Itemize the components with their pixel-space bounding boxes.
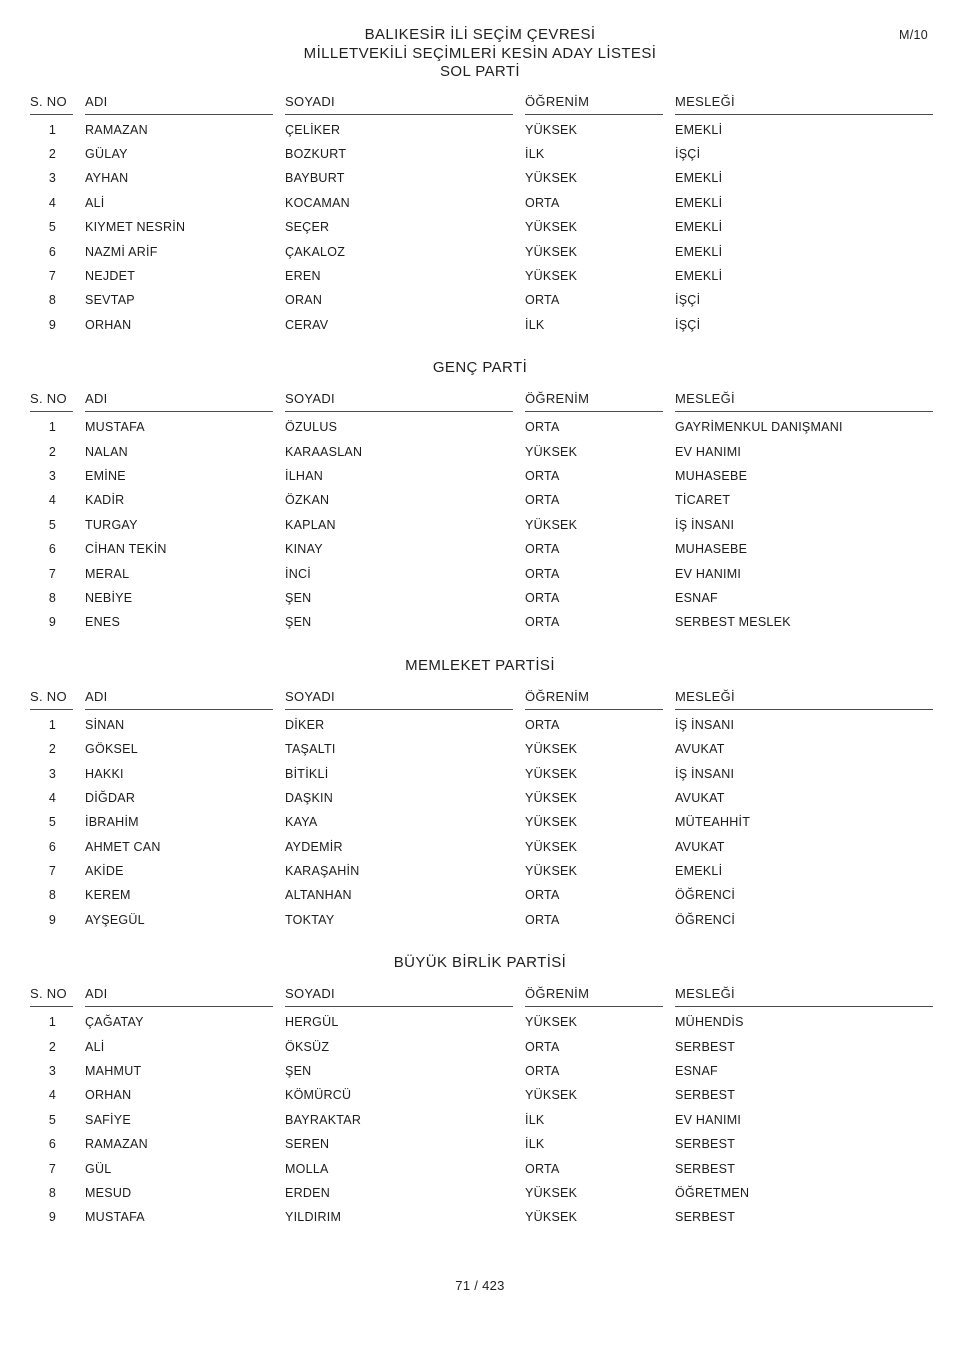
cell-meslegi: EMEKLİ [675, 171, 723, 186]
cell-ogrenim: İLK [525, 1137, 545, 1152]
cell-adi: NAZMİ ARİF [85, 244, 158, 259]
cell-soyadi: BİTİKLİ [285, 766, 329, 781]
cell-sno: 5 [48, 517, 57, 532]
col-header-meslegi: MESLEĞİ [675, 391, 933, 412]
cell-adi: GÜLAY [85, 147, 128, 162]
table-row [30, 166, 935, 190]
cell-adi: DİĞDAR [85, 790, 136, 805]
cell-meslegi: MÜHENDİS [675, 1015, 744, 1030]
cell-meslegi: İŞ İNSANI [675, 766, 735, 781]
cell-sno: 1 [48, 122, 57, 137]
cell-meslegi: SERBEST [675, 1161, 736, 1176]
cell-ogrenim: ORTA [525, 420, 560, 435]
cell-sno: 5 [48, 220, 57, 235]
party-sections [0, 94, 960, 1230]
cell-sno: 7 [48, 864, 57, 879]
col-header-adi: ADI [85, 391, 273, 412]
cell-sno: 2 [48, 1039, 57, 1054]
title-line-list: MİLLETVEKİLİ SEÇİMLERİ KESİN ADAY LİSTESİ [303, 44, 657, 62]
table-row [30, 537, 935, 561]
party-heading: MEMLEKET PARTİSİ [405, 656, 555, 674]
cell-adi: MESUD [85, 1185, 132, 1200]
cell-adi: MAHMUT [85, 1064, 142, 1079]
cell-sno: 4 [48, 195, 57, 210]
table-row [30, 488, 935, 512]
table-row [30, 761, 935, 785]
cell-soyadi: ÖKSÜZ [285, 1039, 330, 1054]
table-header-row [30, 391, 935, 412]
table-row [30, 1034, 935, 1058]
cell-sno: 5 [48, 1112, 57, 1127]
cell-soyadi: TOKTAY [285, 912, 335, 927]
table-row [30, 288, 935, 312]
cell-adi: SAFİYE [85, 1112, 131, 1127]
table-row [30, 1181, 935, 1205]
cell-meslegi: İŞÇİ [675, 147, 701, 162]
cell-adi: GÜL [85, 1161, 112, 1176]
cell-ogrenim: YÜKSEK [525, 864, 578, 879]
cell-soyadi: SEÇER [285, 220, 330, 235]
col-header-soyadi: SOYADI [285, 94, 513, 115]
cell-sno: 7 [48, 566, 57, 581]
cell-sno: 3 [48, 766, 57, 781]
cell-adi: KEREM [85, 888, 131, 903]
candidate-table [30, 94, 935, 338]
cell-sno: 7 [48, 269, 57, 284]
cell-meslegi: MÜTEAHHİT [675, 815, 751, 830]
cell-ogrenim: YÜKSEK [525, 1185, 578, 1200]
cell-meslegi: EMEKLİ [675, 220, 723, 235]
cell-sno: 8 [48, 888, 57, 903]
cell-meslegi: ESNAF [675, 1064, 718, 1079]
table-header-row [30, 689, 935, 710]
col-header-ogrenim: ÖĞRENİM [525, 689, 663, 710]
cell-ogrenim: ORTA [525, 493, 560, 508]
cell-meslegi: AVUKAT [675, 790, 725, 805]
cell-soyadi: KÖMÜRCÜ [285, 1088, 352, 1103]
table-row [30, 1108, 935, 1132]
party-heading: BÜYÜK BİRLİK PARTİSİ [393, 954, 567, 972]
cell-sno: 1 [48, 717, 57, 732]
party-section [0, 359, 960, 635]
title-line-province: BALIKESİR İLİ SEÇİM ÇEVRESİ [364, 26, 596, 43]
table-row [30, 115, 935, 142]
cell-soyadi: BOZKURT [285, 147, 347, 162]
cell-soyadi: BAYBURT [285, 171, 345, 186]
table-row [30, 883, 935, 907]
table-row [30, 710, 935, 737]
cell-adi: GÖKSEL [85, 742, 138, 757]
col-header-sno: S. NO [30, 986, 73, 1007]
cell-meslegi: SERBEST MESLEK [675, 615, 791, 630]
cell-sno: 6 [48, 1137, 57, 1152]
cell-sno: 4 [48, 1088, 57, 1103]
col-header-sno: S. NO [30, 689, 73, 710]
table-row [30, 737, 935, 761]
cell-ogrenim: YÜKSEK [525, 269, 578, 284]
cell-adi: SEVTAP [85, 293, 135, 308]
title-first-party-name: SOL PARTİ [439, 63, 520, 80]
cell-meslegi: ESNAF [675, 590, 718, 605]
cell-sno: 8 [48, 590, 57, 605]
cell-sno: 2 [48, 444, 57, 459]
col-header-meslegi: MESLEĞİ [675, 986, 933, 1007]
table-row [30, 786, 935, 810]
cell-soyadi: KAPLAN [285, 517, 336, 532]
cell-sno: 9 [48, 317, 57, 332]
cell-ogrenim: ORTA [525, 195, 560, 210]
table-row [30, 1059, 935, 1083]
cell-soyadi: SEREN [285, 1137, 330, 1152]
candidate-table [30, 391, 935, 635]
cell-adi: RAMAZAN [85, 122, 148, 137]
cell-sno: 1 [48, 1015, 57, 1030]
cell-meslegi: MUHASEBE [675, 468, 748, 483]
cell-meslegi: EMEKLİ [675, 122, 723, 137]
cell-meslegi: SERBEST [675, 1210, 736, 1225]
col-header-soyadi: SOYADI [285, 391, 513, 412]
page-number: 71 / 423 [455, 1278, 505, 1293]
cell-sno: 2 [48, 147, 57, 162]
table-row [30, 215, 935, 239]
cell-sno: 8 [48, 1185, 57, 1200]
cell-meslegi: SERBEST [675, 1039, 736, 1054]
table-row [30, 264, 935, 288]
table-row [30, 810, 935, 834]
cell-soyadi: ŞEN [285, 1064, 312, 1079]
cell-meslegi: EV HANIMI [675, 1112, 742, 1127]
candidate-table [30, 986, 935, 1230]
table-row [30, 412, 935, 439]
cell-soyadi: MOLLA [285, 1161, 329, 1176]
cell-adi: İBRAHİM [85, 815, 139, 830]
table-header-row [30, 94, 935, 115]
cell-ogrenim: ORTA [525, 1161, 560, 1176]
cell-soyadi: ŞEN [285, 615, 312, 630]
cell-soyadi: KAYA [285, 815, 318, 830]
cell-adi: ALİ [85, 1039, 105, 1054]
table-row [30, 561, 935, 585]
table-row [30, 610, 935, 634]
cell-sno: 4 [48, 493, 57, 508]
table-row [30, 834, 935, 858]
cell-ogrenim: ORTA [525, 1064, 560, 1079]
cell-adi: SİNAN [85, 717, 125, 732]
col-header-meslegi: MESLEĞİ [675, 689, 933, 710]
cell-meslegi: ÖĞRENCİ [675, 912, 736, 927]
cell-adi: NALAN [85, 444, 128, 459]
cell-meslegi: AVUKAT [675, 839, 725, 854]
cell-adi: MUSTAFA [85, 1210, 145, 1225]
cell-soyadi: DİKER [285, 717, 325, 732]
table-row [30, 1205, 935, 1229]
table-row [30, 439, 935, 463]
cell-adi: ORHAN [85, 317, 132, 332]
cell-ogrenim: YÜKSEK [525, 517, 578, 532]
cell-sno: 1 [48, 420, 57, 435]
cell-soyadi: ÇELİKER [285, 122, 341, 137]
table-row [30, 191, 935, 215]
cell-ogrenim: ORTA [525, 293, 560, 308]
table-row [30, 1007, 935, 1034]
cell-ogrenim: ORTA [525, 717, 560, 732]
cell-ogrenim: YÜKSEK [525, 815, 578, 830]
cell-ogrenim: YÜKSEK [525, 1088, 578, 1103]
cell-sno: 4 [48, 790, 57, 805]
table-row [30, 908, 935, 932]
table-row [30, 313, 935, 337]
col-header-ogrenim: ÖĞRENİM [525, 986, 663, 1007]
cell-soyadi: İNCİ [285, 566, 311, 581]
cell-sno: 3 [48, 171, 57, 186]
table-row [30, 464, 935, 488]
cell-soyadi: KARAŞAHİN [285, 864, 360, 879]
cell-adi: AHMET CAN [85, 839, 161, 854]
col-header-sno: S. NO [30, 94, 73, 115]
table-row [30, 513, 935, 537]
cell-sno: 5 [48, 815, 57, 830]
col-header-adi: ADI [85, 94, 273, 115]
cell-adi: ALİ [85, 195, 105, 210]
cell-ogrenim: YÜKSEK [525, 766, 578, 781]
cell-meslegi: GAYRİMENKUL DANIŞMANI [675, 420, 843, 435]
cell-meslegi: ÖĞRETMEN [675, 1185, 750, 1200]
cell-ogrenim: YÜKSEK [525, 444, 578, 459]
cell-ogrenim: ORTA [525, 912, 560, 927]
cell-meslegi: SERBEST [675, 1137, 736, 1152]
cell-adi: KIYMET NESRİN [85, 220, 186, 235]
cell-adi: HAKKI [85, 766, 124, 781]
cell-ogrenim: YÜKSEK [525, 1015, 578, 1030]
cell-sno: 9 [48, 1210, 57, 1225]
cell-soyadi: İLHAN [285, 468, 324, 483]
col-header-soyadi: SOYADI [285, 986, 513, 1007]
cell-adi: EMİNE [85, 468, 126, 483]
cell-ogrenim: YÜKSEK [525, 790, 578, 805]
party-section [0, 657, 960, 933]
cell-adi: ORHAN [85, 1088, 132, 1103]
cell-sno: 6 [48, 244, 57, 259]
cell-ogrenim: ORTA [525, 468, 560, 483]
cell-meslegi: EV HANIMI [675, 444, 742, 459]
cell-adi: AYŞEGÜL [85, 912, 145, 927]
cell-ogrenim: ORTA [525, 615, 560, 630]
cell-soyadi: ÖZULUS [285, 420, 338, 435]
cell-ogrenim: YÜKSEK [525, 220, 578, 235]
cell-ogrenim: İLK [525, 1112, 545, 1127]
cell-sno: 8 [48, 293, 57, 308]
table-row [30, 859, 935, 883]
cell-meslegi: ÖĞRENCİ [675, 888, 736, 903]
party-heading: GENÇ PARTİ [432, 359, 528, 377]
cell-ogrenim: ORTA [525, 566, 560, 581]
cell-soyadi: DAŞKIN [285, 790, 334, 805]
cell-ogrenim: İLK [525, 147, 545, 162]
cell-adi: ENES [85, 615, 121, 630]
cell-soyadi: KOCAMAN [285, 195, 350, 210]
cell-adi: AYHAN [85, 171, 129, 186]
cell-sno: 3 [48, 1064, 57, 1079]
cell-soyadi: ORAN [285, 293, 323, 308]
cell-sno: 7 [48, 1161, 57, 1176]
cell-adi: NEJDET [85, 269, 136, 284]
cell-adi: NEBİYE [85, 590, 133, 605]
cell-meslegi: TİCARET [675, 493, 731, 508]
col-header-sno: S. NO [30, 391, 73, 412]
col-header-ogrenim: ÖĞRENİM [525, 391, 663, 412]
col-header-soyadi: SOYADI [285, 689, 513, 710]
cell-adi: ÇAĞATAY [85, 1015, 144, 1030]
cell-sno: 6 [48, 542, 57, 557]
table-row [30, 586, 935, 610]
cell-meslegi: İŞ İNSANI [675, 717, 735, 732]
cell-adi: CİHAN TEKİN [85, 542, 167, 557]
table-row [30, 1156, 935, 1180]
cell-soyadi: ÖZKAN [285, 493, 330, 508]
table-row [30, 1132, 935, 1156]
cell-ogrenim: ORTA [525, 888, 560, 903]
cell-sno: 2 [48, 742, 57, 757]
col-header-adi: ADI [85, 689, 273, 710]
cell-sno: 9 [48, 912, 57, 927]
cell-ogrenim: YÜKSEK [525, 742, 578, 757]
cell-soyadi: ERDEN [285, 1185, 331, 1200]
cell-meslegi: İŞÇİ [675, 293, 701, 308]
cell-meslegi: EMEKLİ [675, 864, 723, 879]
cell-sno: 3 [48, 468, 57, 483]
cell-meslegi: MUHASEBE [675, 542, 748, 557]
party-section [0, 94, 960, 338]
cell-meslegi: İŞ İNSANI [675, 517, 735, 532]
cell-soyadi: ŞEN [285, 590, 312, 605]
cell-meslegi: EV HANIMI [675, 566, 742, 581]
cell-sno: 9 [48, 615, 57, 630]
cell-ogrenim: ORTA [525, 590, 560, 605]
document-title [0, 0, 960, 82]
table-row [30, 1083, 935, 1107]
cell-soyadi: KINAY [285, 542, 323, 557]
cell-soyadi: BAYRAKTAR [285, 1112, 362, 1127]
cell-soyadi: AYDEMİR [285, 839, 343, 854]
cell-sno: 6 [48, 839, 57, 854]
party-section [0, 954, 960, 1230]
cell-ogrenim: YÜKSEK [525, 1210, 578, 1225]
table-header-row [30, 986, 935, 1007]
cell-meslegi: EMEKLİ [675, 244, 723, 259]
table-row [30, 142, 935, 166]
col-header-meslegi: MESLEĞİ [675, 94, 933, 115]
cell-adi: TURGAY [85, 517, 138, 532]
table-row [30, 239, 935, 263]
cell-meslegi: SERBEST [675, 1088, 736, 1103]
cell-soyadi: ÇAKALOZ [285, 244, 346, 259]
cell-ogrenim: ORTA [525, 542, 560, 557]
cell-soyadi: TAŞALTI [285, 742, 336, 757]
cell-meslegi: EMEKLİ [675, 269, 723, 284]
col-header-ogrenim: ÖĞRENİM [525, 94, 663, 115]
candidate-table [30, 689, 935, 933]
cell-soyadi: CERAV [285, 317, 329, 332]
cell-adi: RAMAZAN [85, 1137, 148, 1152]
cell-ogrenim: ORTA [525, 1039, 560, 1054]
cell-meslegi: EMEKLİ [675, 195, 723, 210]
cell-soyadi: YILDIRIM [285, 1210, 342, 1225]
cell-soyadi: HERGÜL [285, 1015, 339, 1030]
cell-ogrenim: YÜKSEK [525, 839, 578, 854]
cell-adi: MERAL [85, 566, 130, 581]
form-code: M/10 [899, 28, 928, 42]
cell-adi: KADİR [85, 493, 125, 508]
cell-ogrenim: YÜKSEK [525, 122, 578, 137]
cell-soyadi: ALTANHAN [285, 888, 352, 903]
cell-adi: MUSTAFA [85, 420, 145, 435]
cell-ogrenim: YÜKSEK [525, 244, 578, 259]
col-header-adi: ADI [85, 986, 273, 1007]
cell-soyadi: KARAASLAN [285, 444, 363, 459]
cell-meslegi: İŞÇİ [675, 317, 701, 332]
cell-adi: AKİDE [85, 864, 124, 879]
cell-meslegi: AVUKAT [675, 742, 725, 757]
cell-soyadi: EREN [285, 269, 321, 284]
cell-ogrenim: YÜKSEK [525, 171, 578, 186]
cell-ogrenim: İLK [525, 317, 545, 332]
